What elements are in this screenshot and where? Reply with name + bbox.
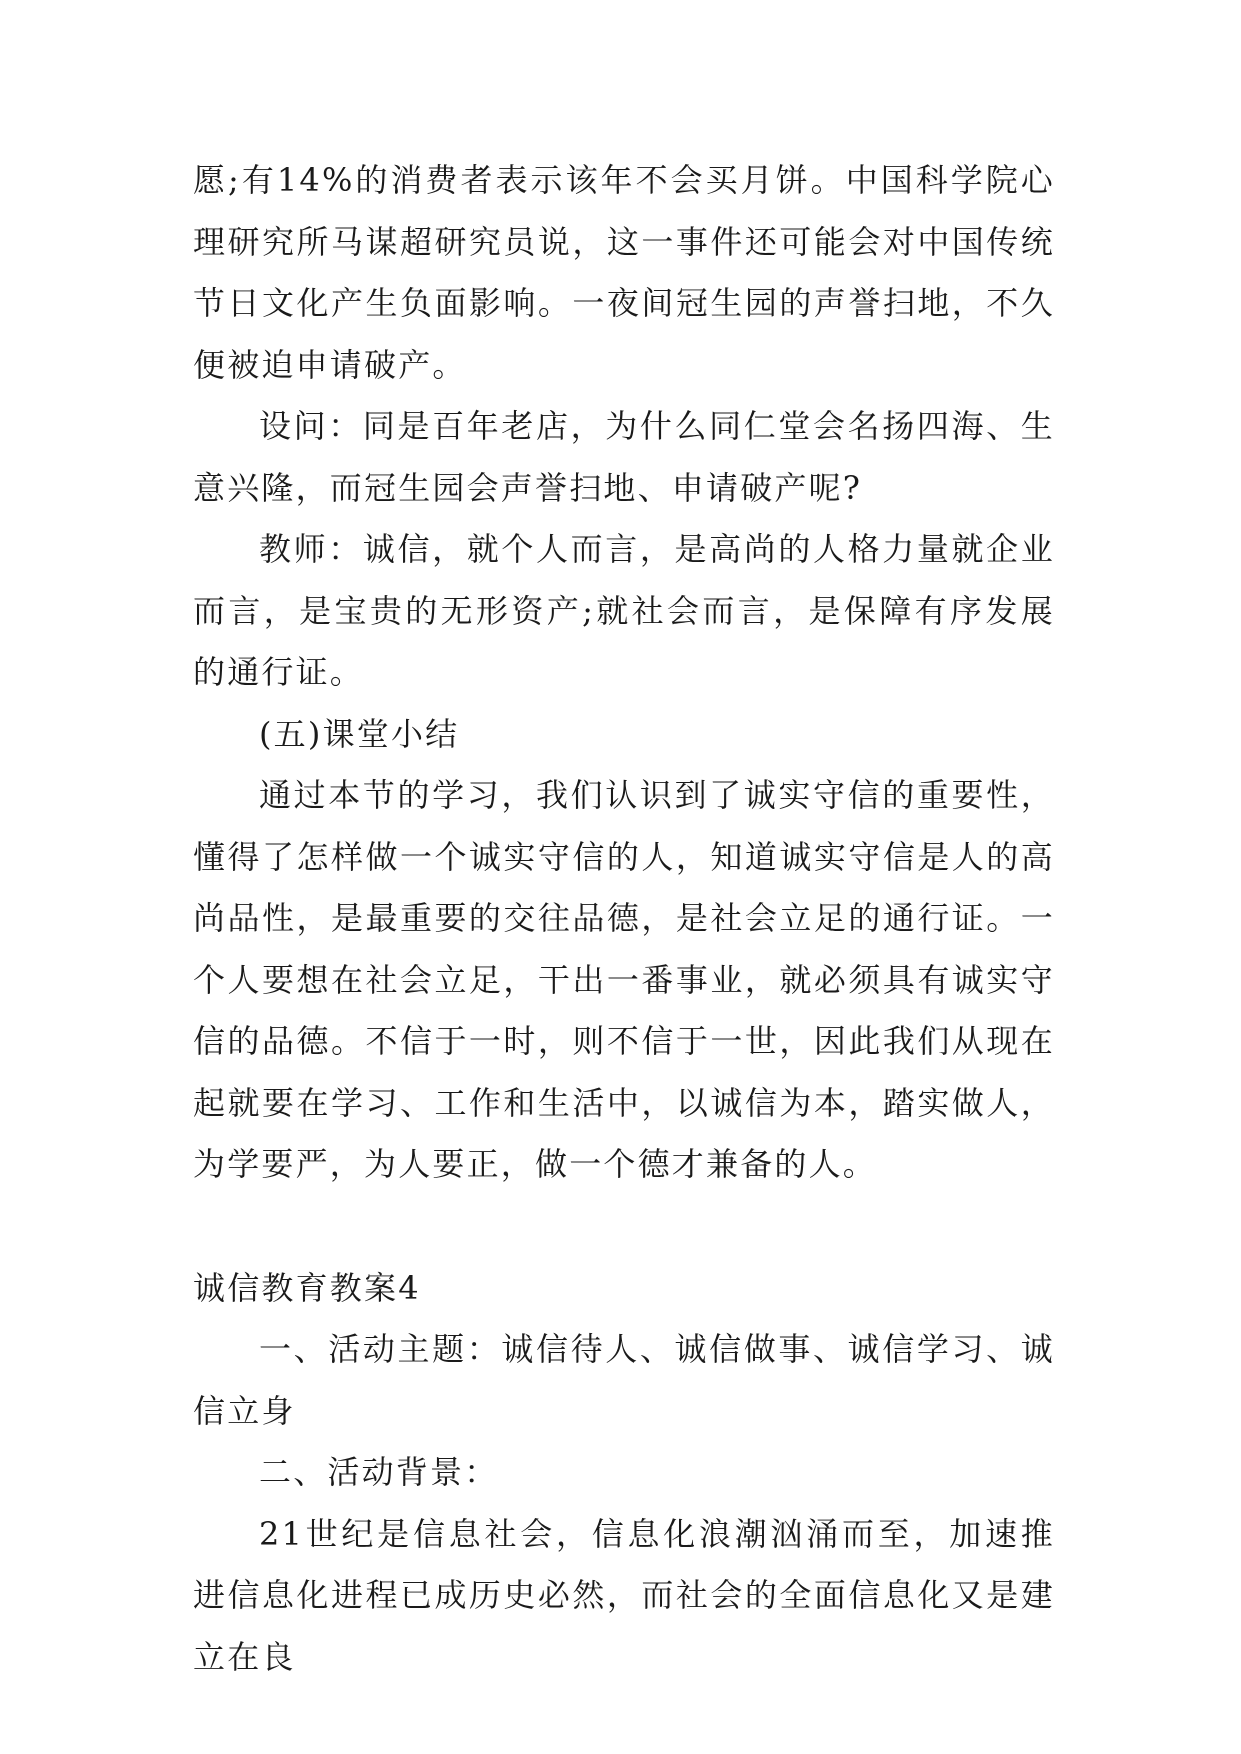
- paragraph-continuation: 愿;有14%的消费者表示该年不会买月饼。中国科学院心理研究所马谋超研究员说，这一事件还可能会对中国传统节日文化产生负面影响。一夜间冠生园的声誉扫地，不久便被迫申请破产。: [193, 161, 1055, 384]
- paragraph-activity-background: 21世纪是信息社会，信息化浪潮汹涌而至，加速推进信息化进程已成历史必然，而社会的全面信息化又是建立在良: [193, 1514, 1055, 1676]
- paragraph-question: 设问：同是百年老店，为什么同仁堂会名扬四海、生意兴隆，而冠生园会声誉扫地、申请破产呢?: [193, 407, 1055, 507]
- section-heading-summary: (五)课堂小结: [259, 714, 460, 753]
- paragraph-activity-theme: 一、活动主题：诚信待人、诚信做事、诚信学习、诚信立身: [193, 1330, 1055, 1430]
- document-page: [193, 150, 1055, 1688]
- paragraph-teacher: 教师：诚信，就个人而言，是高尚的人格力量就企业而言，是宝贵的无形资产;就社会而言，是保障有序发展的通行证。: [193, 530, 1055, 691]
- paragraph-summary: 通过本节的学习，我们认识到了诚实守信的重要性，懂得了怎样做一个诚实守信的人，知道诚实守信是人的高尚品性，是最重要的交往品德，是社会立足的通行证。一个人要想在社会立足，干出一番事业，就必须具有诚实守信的品德。不信于一时，则不信于一世，因此我们从现在起就要在学习、工作和生活中，以诚信为本，踏实做人，为学要严，为人要正，做一个德才兼备的人。: [193, 776, 1055, 1183]
- document-title: 诚信教育教案4: [193, 1268, 421, 1307]
- paragraph-activity-background-heading: 二、活动背景：: [259, 1453, 499, 1491]
